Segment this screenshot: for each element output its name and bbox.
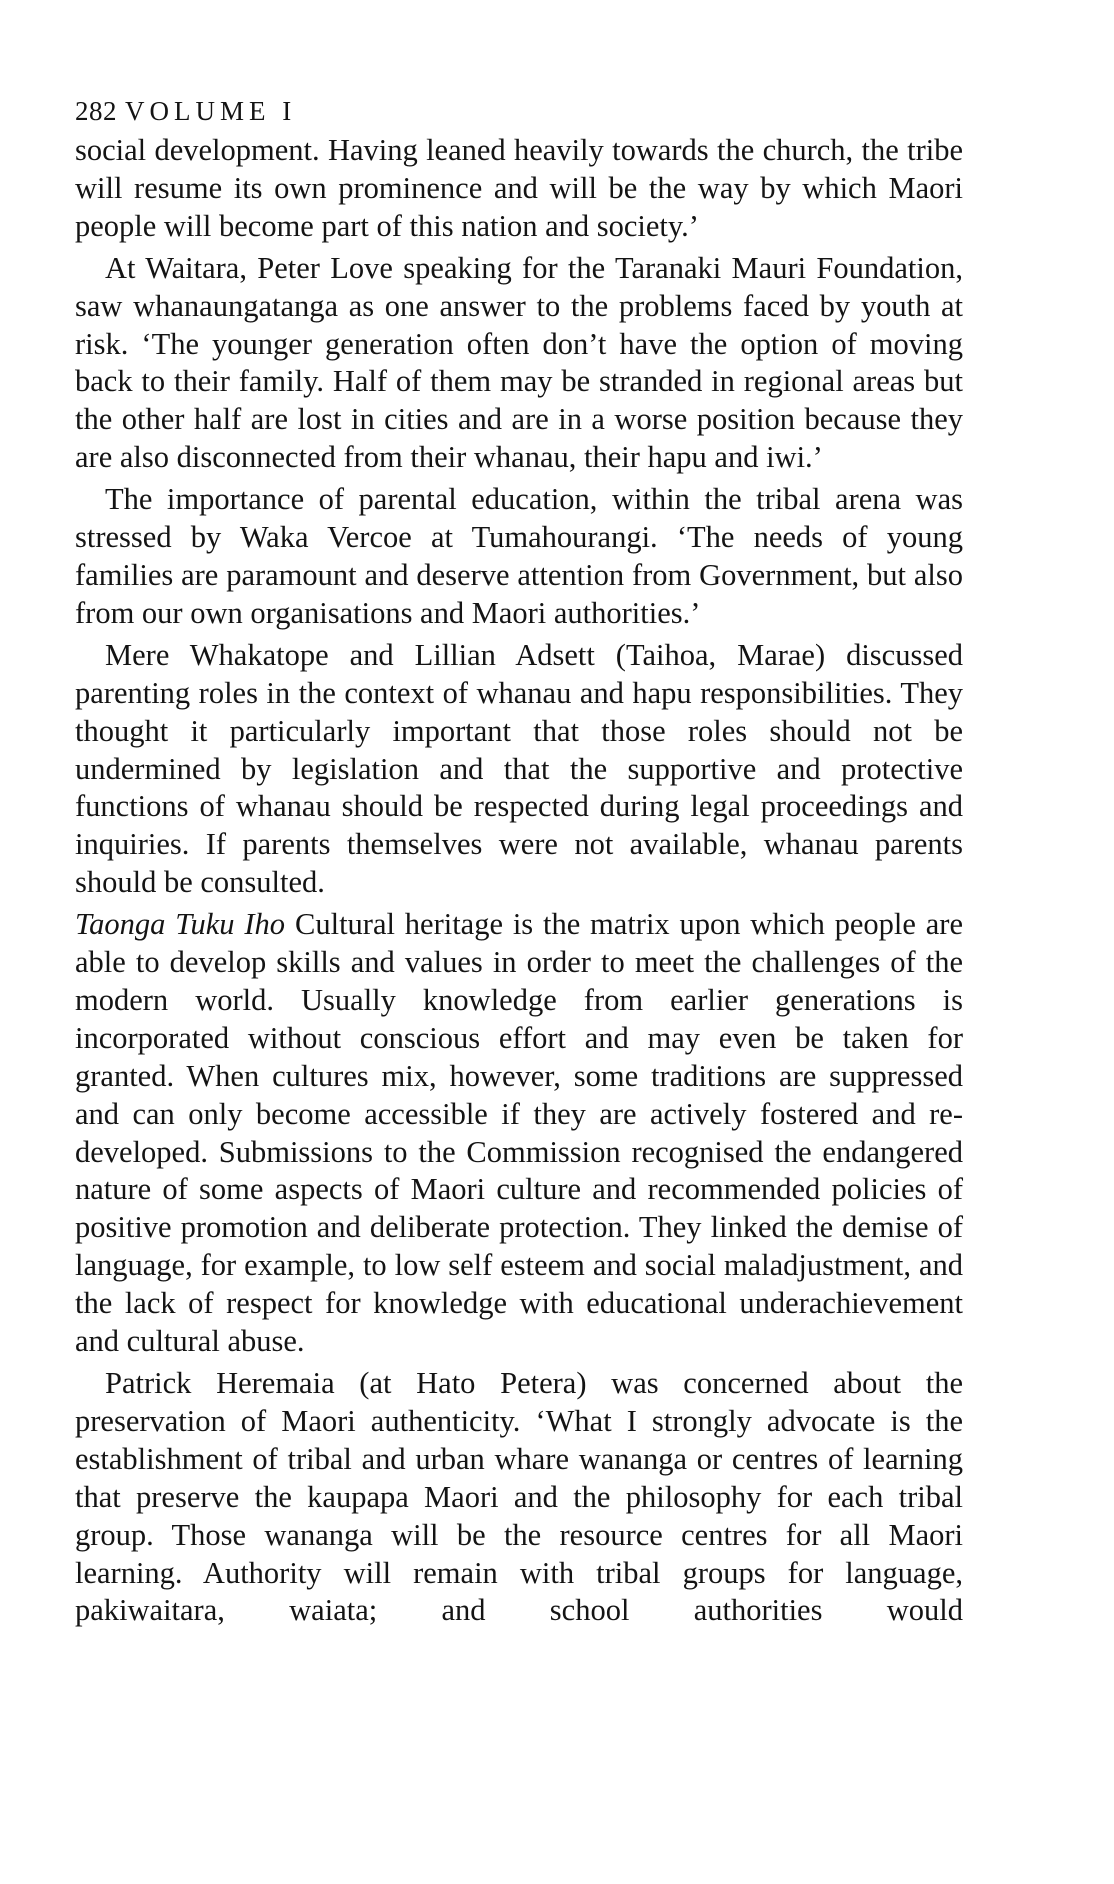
page-number: 282: [75, 96, 117, 126]
paragraph-taonga-tuku-iho: [75, 906, 963, 1361]
paragraph-taonga-body: Cultural heritage is the matrix upon which people are able to develop skills and values in order to meet the challenges of the modern world. Usually knowledge from earlier generations is incorporated without conscious effort and may even be taken for granted. When cultures mix, however, some traditions are suppressed and can only become accessible if they are actively fostered and re-developed. Submissions to the Commission recognised the endangered nature of some aspects of Maori culture and recommended policies of positive promotion and deliberate protection. They linked the demise of language, for example, to low self esteem and social maladjustment, and the lack of respect for knowledge with educational underachievement and cultural abuse.: [75, 907, 963, 1359]
paragraph-waka-vercoe: The importance of parental education, within the tribal arena was stressed by Waka Vercoe at Tumahourangi. ‘The needs of young families are paramount and deserve attention from Government, but also from our own organisations and Maori authorities.’: [75, 482, 963, 630]
paragraph-continuation: social development. Having leaned heavily towards the church, the tribe will resume its own prominence and will be the way by which Maori people will become part of this nation and society.’: [75, 133, 963, 243]
paragraph-patrick-heremaia: Patrick Heremaia (at Hato Petera) was concerned about the preservation of Maori authenticity. ‘What I strongly advocate is the establishment of tribal and urban whare wananga or centres of learning that preserve the kaupapa Maori and the philosophy for each tribal group. Those wananga will be the resource centres for all Maori learning. Authority will remain with tribal groups for language, pakiwaitara, waiata; and school authorities would: [75, 1366, 963, 1628]
paragraph-whakatope-adsett: Mere Whakatope and Lillian Adsett (Taihoa, Marae) discussed parenting roles in the context of whanau and hapu responsibilities. They thought it particularly important that those roles should not be undermined by legislation and that the supportive and protective functions of whanau should be respected during legal proceedings and inquiries. If parents themselves were not available, whanau parents should be consulted.: [75, 637, 963, 900]
document-page: [75, 92, 963, 1634]
running-head: [75, 92, 963, 130]
paragraph-peter-love: At Waitara, Peter Love speaking for the Taranaki Mauri Foundation, saw whanaungatanga as one answer to the problems faced by youth at risk. ‘The younger generation often don’t have the option of moving back to their family. Half of them may be stranded in regional areas but the other half are lost in cities and are in a worse position because they are also disconnected from their whanau, their hapu and iwi.’: [75, 250, 963, 475]
section-heading-taonga-tuku-iho: Taonga Tuku Iho: [75, 907, 286, 942]
volume-label: VOLUME I: [125, 96, 297, 126]
